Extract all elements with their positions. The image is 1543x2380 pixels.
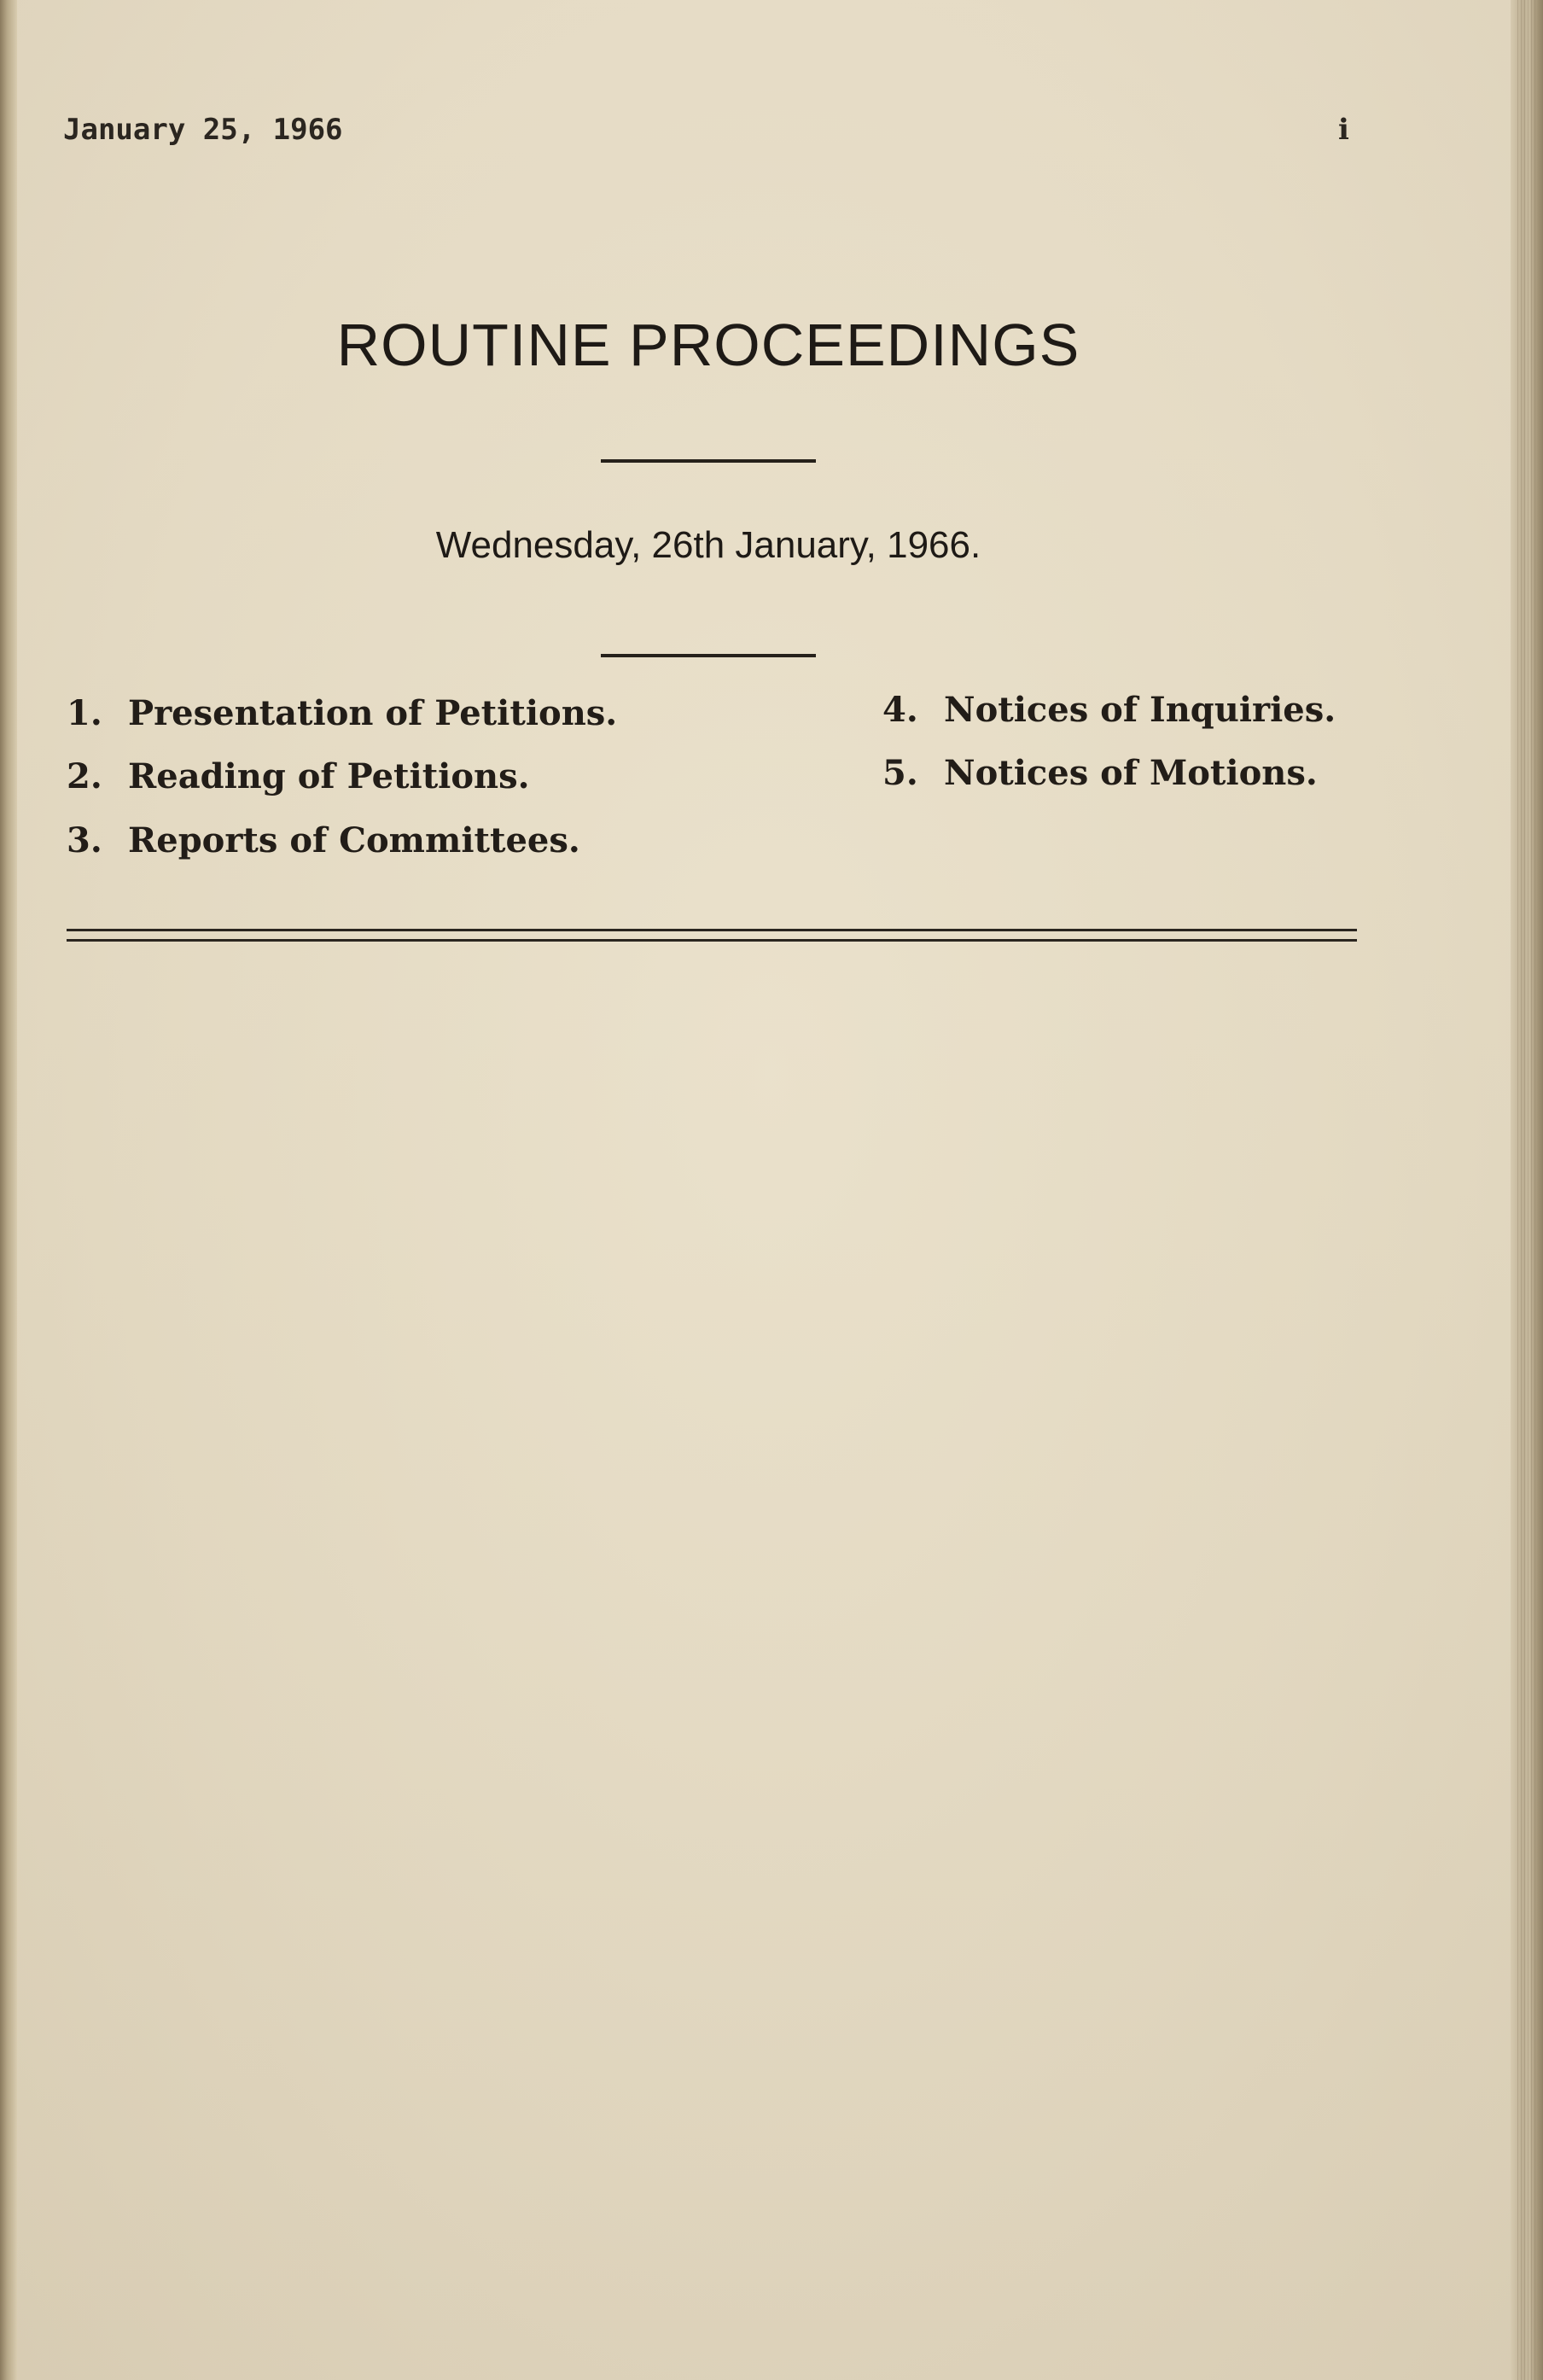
list-item — [67, 820, 580, 860]
list-item-label: Reports of Committees. — [128, 820, 580, 860]
list-item — [882, 753, 1318, 793]
section-double-rule-bottom — [67, 939, 1357, 942]
list-item-label: Notices of Motions. — [944, 753, 1318, 793]
list-item-label: Notices of Inquiries. — [944, 690, 1336, 730]
section-double-rule-top — [67, 929, 1357, 931]
page-right-edge — [1511, 0, 1543, 2380]
list-item — [67, 756, 530, 796]
list-item-number: 5. — [882, 753, 918, 793]
page-edge-texture — [1517, 0, 1536, 2380]
list-item-label: Reading of Petitions. — [128, 756, 530, 796]
list-item-label: Presentation of Petitions. — [128, 693, 618, 733]
date-divider — [601, 654, 816, 657]
list-item — [67, 693, 617, 733]
page-title: ROUTINE PROCEEDINGS — [336, 312, 1080, 378]
session-date: Wednesday, 26th January, 1966. — [435, 524, 981, 566]
list-item-number: 2. — [67, 756, 102, 796]
page-number: i — [1338, 113, 1349, 147]
list-item-number: 1. — [67, 693, 102, 733]
list-item-number: 3. — [67, 820, 102, 860]
list-item-number: 4. — [882, 690, 918, 730]
list-item — [882, 690, 1336, 730]
title-divider — [601, 459, 816, 463]
header-date: January 25, 1966 — [63, 113, 343, 147]
